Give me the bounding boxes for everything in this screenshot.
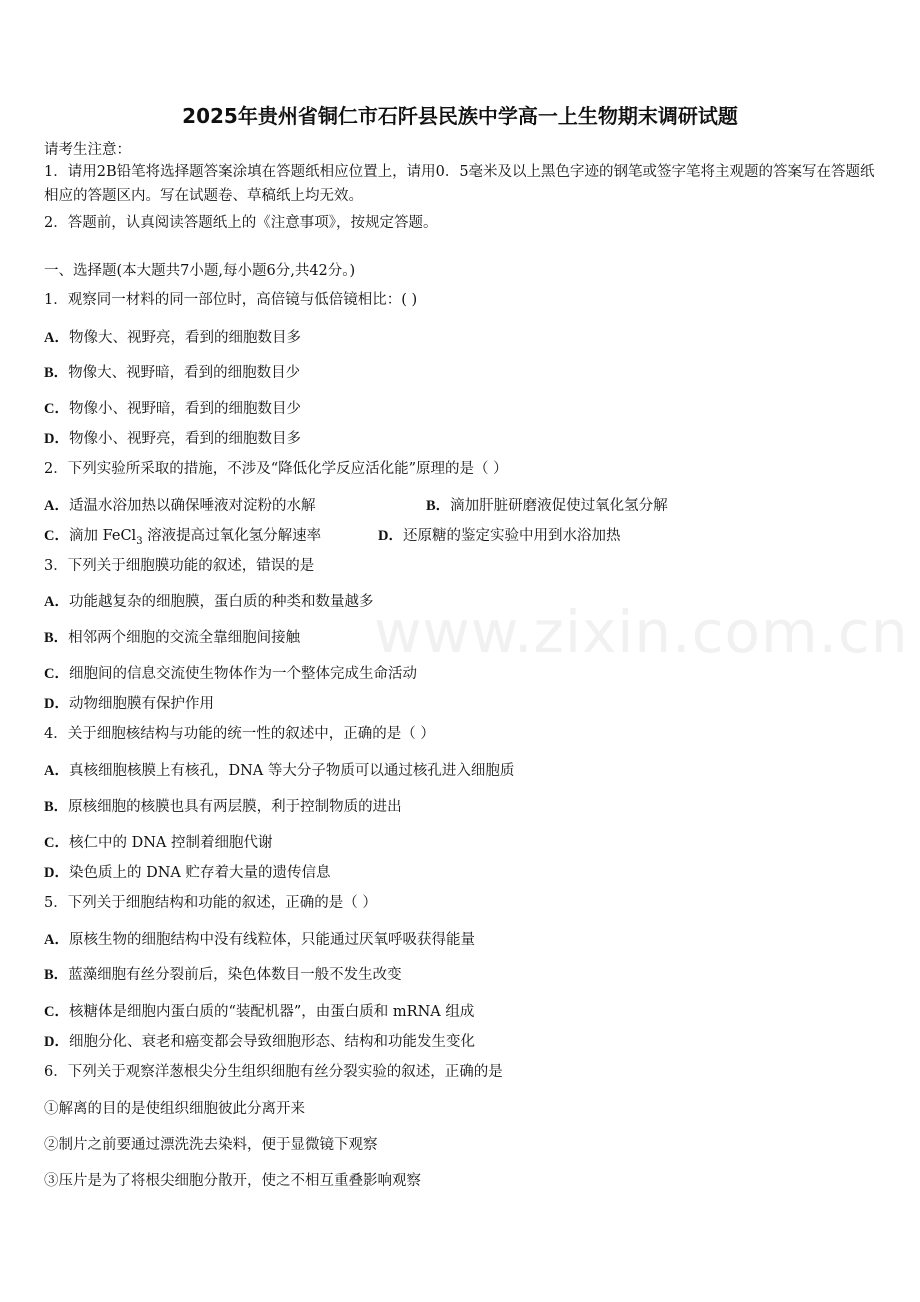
option-text: 细胞分化、衰老和癌变都会导致细胞形态、结构和功能发生变化 (68, 1034, 475, 1050)
option-label: B． (44, 365, 69, 381)
option-text: 核糖体是细胞内蛋白质的“装配机器”，由蛋白质和 mRNA 组成 (68, 1004, 475, 1020)
question-4-stem: 4．关于细胞核结构与功能的统一性的叙述中，正确的是（ ） (44, 726, 435, 742)
question-5-option-d (44, 1030, 475, 1051)
question-2-option-a (44, 498, 315, 514)
question-1-option-a (44, 326, 301, 347)
option-label: D． (378, 528, 403, 544)
option-label: B． (44, 967, 69, 983)
option-text: 核仁中的 DNA 控制着细胞代谢 (68, 835, 273, 851)
question-6-stem: 6．下列关于观察洋葱根尖分生组织细胞有丝分裂实验的叙述，正确的是 (44, 1064, 503, 1080)
option-label: A． (44, 498, 69, 514)
option-text: 功能越复杂的细胞膜，蛋白质的种类和数量越多 (68, 594, 374, 610)
question-1-option-c (44, 397, 301, 418)
question-3-option-d (44, 692, 214, 713)
option-text: 物像小、视野暗，看到的细胞数目少 (68, 401, 301, 417)
question-3-option-b (44, 626, 300, 647)
watermark: www.zixin.com.cn (374, 598, 909, 666)
option-text: 染色质上的 DNA 贮存着大量的遗传信息 (68, 865, 331, 881)
notice-item-2: 2．答题前，认真阅读答题纸上的《注意事项》，按规定答题。 (44, 215, 438, 231)
question-2-row-cd (44, 524, 874, 547)
option-text-suffix: 溶液提高过氧化氢分解速率 (142, 528, 322, 544)
option-text-prefix: 滴加 FeCl (68, 528, 137, 544)
option-text: 原核细胞的核膜也具有两层膜，利于控制物质的进出 (68, 799, 402, 815)
option-label: C． (44, 528, 69, 544)
option-label: B． (426, 498, 451, 514)
option-label: B． (44, 630, 69, 646)
question-5-option-b (44, 963, 402, 984)
question-4-option-b (44, 795, 402, 816)
option-label: C． (44, 835, 69, 851)
question-1-option-b (44, 361, 300, 382)
question-3-option-a (44, 590, 373, 611)
page-title: 2025年贵州省铜仁市石阡县民族中学高一上生物期末调研试题 (182, 104, 738, 128)
question-3-option-c (44, 662, 417, 683)
option-label: D． (44, 1034, 69, 1050)
question-4-option-c (44, 831, 273, 852)
option-label: B． (44, 799, 69, 815)
option-label: C． (44, 401, 69, 417)
question-1-stem: 1．观察同一材料的同一部位时，高倍镜与低倍镜相比：( ) (44, 292, 418, 308)
option-label: A． (44, 932, 69, 948)
option-label: C． (44, 666, 69, 682)
question-6-statement-3: ③压片是为了将根尖细胞分散开，使之不相互重叠影响观察 (44, 1173, 421, 1189)
option-label: D． (44, 696, 69, 712)
notice-item-1: 1．请用2B铅笔将选择题答案涂填在答题纸相应位置上，请用0．5毫米及以上黑色字迹的钢笔或签字笔将主观题的答案写在答题纸相应的答题区内。写在试题卷、草稿纸上均无效。 (44, 164, 875, 204)
question-4-option-a (44, 759, 514, 780)
option-label: A． (44, 330, 69, 346)
option-text: 还原糖的鉴定实验中用到水浴加热 (402, 528, 621, 544)
option-text: 滴加肝脏研磨液促使过氧化氢分解 (450, 498, 668, 514)
option-text: 动物细胞膜有保护作用 (68, 696, 214, 712)
option-text: 细胞间的信息交流使生物体作为一个整体完成生命活动 (68, 666, 417, 682)
option-text: 物像小、视野亮，看到的细胞数目多 (68, 431, 301, 447)
notice-heading: 请考生注意： (44, 142, 131, 158)
option-label: C． (44, 1004, 69, 1020)
question-5-option-c (44, 1000, 474, 1021)
option-label: D． (44, 431, 69, 447)
option-label: A． (44, 594, 69, 610)
option-text: 物像大、视野亮，看到的细胞数目多 (68, 330, 301, 346)
option-text: 真核细胞核膜上有核孔，DNA 等大分子物质可以通过核孔进入细胞质 (68, 763, 515, 779)
option-text: 相邻两个细胞的交流全靠细胞间接触 (68, 630, 301, 646)
question-2-option-c (44, 528, 322, 547)
option-text: 原核生物的细胞结构中没有线粒体，只能通过厌氧呼吸获得能量 (68, 932, 475, 948)
question-5-stem: 5．下列关于细胞结构和功能的叙述，正确的是（ ） (44, 895, 377, 911)
question-6-statement-1: ①解离的目的是使组织细胞彼此分离开来 (44, 1101, 305, 1117)
question-2-stem: 2．下列实验所采取的措施，不涉及“降低化学反应活化能”原理的是（ ） (44, 461, 508, 477)
question-5-option-a (44, 928, 475, 949)
option-text: 蓝藻细胞有丝分裂前后，染色体数目一般不发生改变 (68, 967, 402, 983)
option-text: 适温水浴加热以确保唾液对淀粉的水解 (68, 498, 316, 514)
question-3-stem: 3．下列关于细胞膜功能的叙述，错误的是 (44, 558, 315, 574)
question-1-option-d (44, 427, 301, 448)
subscript: 3 (136, 535, 143, 547)
question-6-statement-2: ②制片之前要通过漂洗洗去染料，便于显微镜下观察 (44, 1137, 378, 1153)
option-text: 物像大、视野暗，看到的细胞数目少 (68, 365, 301, 381)
question-2-option-b (426, 494, 668, 515)
section-heading: 一、选择题(本大题共7小题,每小题6分,共42分。) (44, 263, 356, 279)
option-label: A． (44, 763, 69, 779)
question-2-option-d (378, 524, 620, 545)
question-2-row-ab (44, 494, 874, 515)
option-label: D． (44, 865, 69, 881)
question-4-option-d (44, 861, 331, 882)
